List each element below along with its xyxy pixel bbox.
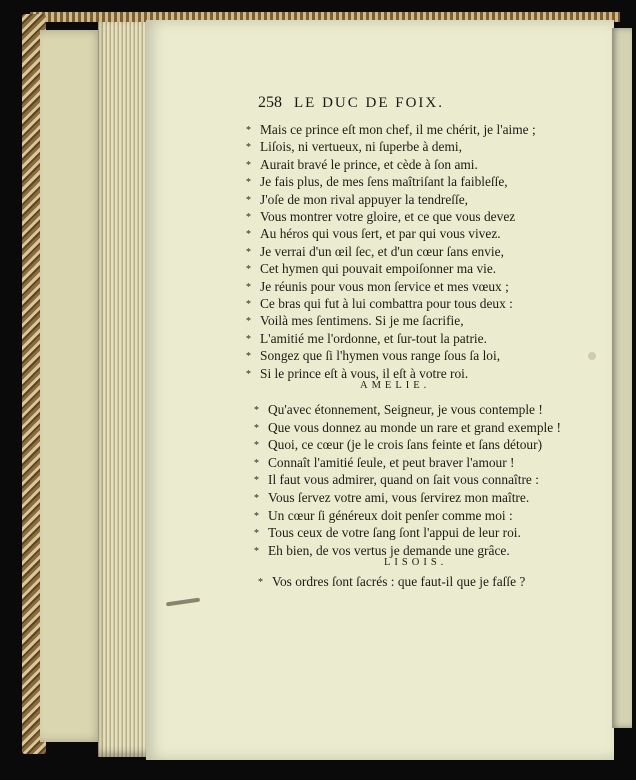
verse-marker: *: [246, 316, 251, 328]
verse-marker: *: [254, 440, 259, 452]
verse-text: Qu'avec étonnement, Seigneur, je vous contemple !: [268, 402, 543, 417]
verse-marker: *: [254, 422, 259, 434]
verse-marker: *: [246, 159, 251, 171]
verse-line: [246, 331, 487, 348]
verse-line: [254, 437, 542, 454]
verse-text: Liſois, ni vertueux, ni ſuperbe à demi,: [260, 139, 462, 155]
verse-text: Mais ce prince eſt mon chef, il me chérit, je l'aime ;: [260, 122, 536, 137]
verse-line: [254, 525, 521, 542]
verse-line: [254, 455, 515, 472]
verse-marker: *: [258, 577, 263, 588]
verse-text: Eh bien, de vos vertus je demande une grâce.: [268, 542, 510, 558]
verse-line: [246, 139, 462, 156]
verse-marker: *: [246, 333, 251, 345]
verse-line: [246, 261, 496, 278]
verse-line: [254, 508, 513, 525]
verse-marker: *: [254, 475, 259, 487]
verse-line: [246, 279, 509, 296]
verse-marker: *: [246, 264, 251, 276]
verse-marker: *: [254, 493, 259, 504]
verse-marker: *: [246, 351, 251, 363]
verse-marker: *: [254, 510, 259, 522]
verse-text: Ce bras qui fut à lui combattra pour tous deux :: [260, 296, 513, 311]
verse-marker: *: [254, 457, 259, 469]
verse-line: [246, 174, 508, 191]
verse-text: Songez que ſi l'hymen vous range ſous ſa loi,: [260, 348, 501, 364]
right-page-edge: [612, 28, 632, 728]
verse-text: Vous ſervez votre ami, vous ſervirez mon maître.: [268, 490, 530, 505]
running-head: [258, 94, 498, 112]
verse-text: Voilà mes ſentimens. Si je me ſacrifie,: [260, 313, 464, 329]
verse-text: Cet hymen qui pouvait empoiſonner ma vie.: [260, 261, 497, 277]
verse-line: [254, 402, 543, 419]
verse-marker: *: [246, 212, 251, 223]
verse-text: Vos ordres ſont ſacrés : que faut-il que je faſſe ?: [272, 574, 526, 589]
running-title: LE DUC DE FOIX.: [294, 95, 444, 111]
verse-line: [246, 122, 536, 139]
page-stack-edges: [98, 22, 152, 757]
verse-line: [258, 574, 525, 591]
verse-line: [246, 192, 468, 209]
verse-marker: *: [246, 177, 251, 189]
verse-line: [246, 209, 515, 226]
verse-text: Aurait bravé le prince, et cède à ſon ami.: [260, 156, 478, 172]
verse-line: [254, 490, 529, 507]
speaker-amelie: AMELIE.: [360, 380, 431, 391]
verse-line: [254, 420, 561, 437]
verse-marker: *: [246, 125, 251, 136]
verse-line: [254, 472, 539, 489]
verse-marker: *: [254, 528, 259, 540]
verse-line: [246, 226, 501, 243]
verse-text: Que vous donnez au monde un rare et grand exemple !: [268, 419, 561, 435]
verse-text: Connaît l'amitié ſeule, et peut braver l'amour !: [268, 454, 515, 470]
verse-marker: *: [254, 405, 259, 416]
verse-text: L'amitié me l'ordonne, et ſur-tout la patrie.: [260, 330, 487, 346]
verse-line: [246, 244, 504, 261]
verse-marker: *: [246, 229, 251, 241]
verse-line: [246, 366, 468, 383]
verse-text: Vous montrer votre gloire, et ce que vous devez: [260, 209, 516, 224]
verse-marker: *: [246, 368, 251, 380]
verse-text: Quoi, ce cœur (je le crois ſans feinte et ſans détour): [268, 437, 543, 453]
verse-marker: *: [246, 142, 251, 154]
verse-marker: *: [246, 281, 251, 293]
page-number: 258: [258, 94, 282, 111]
speaker-lisois: LISOIS.: [384, 557, 448, 568]
left-page-leaf: [40, 30, 104, 742]
verse-line: [246, 296, 513, 313]
verse-text: Je réunis pour vous mon ſervice et mes vœux ;: [260, 278, 509, 294]
verse-text: Si le prince eſt à vous, il eſt à votre roi.: [260, 365, 469, 381]
verse-marker: *: [246, 299, 251, 310]
verse-text: Il faut vous admirer, quand on ſait vous connaître :: [268, 472, 539, 488]
verse-line: [254, 543, 510, 560]
paper-spot: [588, 352, 596, 360]
verse-text: Tous ceux de votre ſang ſont l'appui de leur roi.: [268, 525, 521, 541]
verse-line: [246, 157, 478, 174]
verse-text: Un cœur ſi généreux doit penſer comme moi :: [268, 507, 513, 523]
verse-marker: *: [246, 194, 251, 206]
verse-text: J'oſe de mon rival appuyer la tendreſſe,: [260, 191, 469, 207]
verse-marker: *: [254, 545, 259, 557]
verse-marker: *: [246, 246, 251, 258]
verse-text: Je fais plus, de mes ſens maîtriſant la faibleſſe,: [260, 174, 508, 190]
verse-text: Je verrai d'un œil ſec, et d'un cœur ſans envie,: [260, 243, 504, 259]
verse-text: Au héros qui vous ſert, et par qui vous vivez.: [260, 226, 501, 242]
verse-line: [246, 313, 464, 330]
verse-line: [246, 348, 500, 365]
